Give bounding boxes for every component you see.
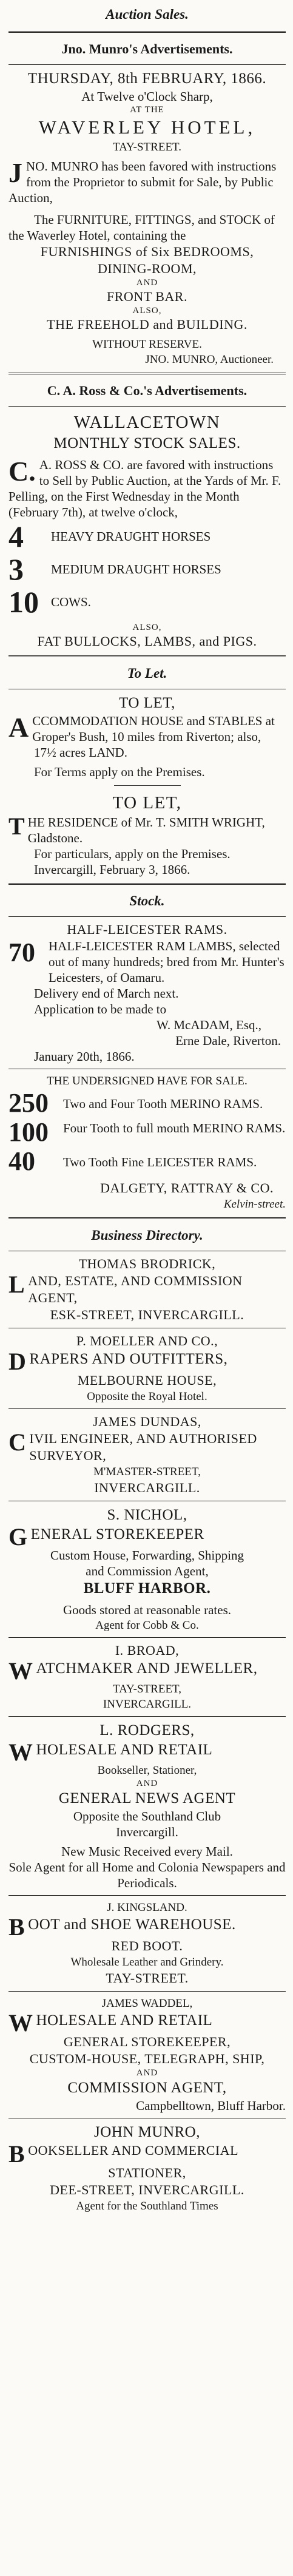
brodrick-name: THOMAS BRODRICK, [78, 1256, 216, 1271]
goods-stored: Goods stored at reasonable rates. [63, 1603, 231, 1617]
rodgers-bookseller: Bookseller, Stationer, [97, 1764, 197, 1777]
wallacetown-stock-sales-ad [8, 411, 286, 650]
half-leicester-rams-ad [8, 921, 286, 1064]
rodgers-town: Invercargill. [116, 1825, 178, 1839]
and-label: AND [136, 1779, 158, 1788]
moeller-occupation: RAPERS AND OUTFITTERS, [29, 1351, 228, 1367]
kingsland-name: J. KINGSLAND. [107, 1901, 187, 1914]
waddel-listing [8, 1996, 286, 2114]
lot-description: Two and Four Tooth MERINO RAMS. [63, 1097, 263, 1111]
drop-cap: A [8, 712, 29, 743]
lot-quantity: 10 [8, 585, 39, 619]
sale-date: THURSDAY, 8th FEBRUARY, 1866. [27, 70, 267, 87]
divider [8, 1991, 286, 1992]
sole-agent: Sole Agent for all Home and Colonia Newspapers and Periodicals. [8, 1860, 286, 1890]
freehold-line: THE FREEHOLD and BUILDING. [47, 317, 248, 332]
lot-quantity: 250 [8, 1088, 49, 1118]
broad-street: TAY-STREET, [112, 1683, 181, 1695]
lot-quantity: 3 [8, 552, 24, 586]
ross-instructions-text: A. ROSS & CO. are favored with instructions to Sell by Public Auction, at the Yards of Mr. F. Pelling, on the First Wednesday in the Month (February 7th), at twelve o'clock, [8, 458, 281, 519]
wallacetown-heading: WALLACETOWN [73, 413, 221, 432]
lot-description: COWS. [51, 595, 91, 609]
rams-date: January 20th, 1866. [34, 1049, 135, 1064]
john-munro-street: DEE-STREET, INVERCARGILL. [50, 2182, 244, 2197]
land-acres: 17½ acres LAND. [34, 745, 127, 760]
waddel-campbelltown: Campbelltown, Bluff Harbor. [136, 2098, 286, 2113]
rodgers-listing [8, 1721, 286, 1891]
lot-row [8, 586, 286, 618]
drop-cap: D [8, 1348, 27, 1375]
waddel-custom-house: CUSTOM-HOUSE, TELEGRAPH, SHIP, [29, 2051, 265, 2066]
dalgety-signature: DALGETY, RATTRAY & CO. [100, 1180, 274, 1195]
divider [8, 1716, 286, 1717]
terms-line: For Terms apply on the Premises. [34, 765, 205, 779]
mcadam-name: W. McADAM, Esq., [156, 1018, 261, 1032]
nichol-commission: and Commission Agent, [86, 1564, 209, 1578]
waddel-name: JAMES WADDEL, [101, 1997, 193, 2010]
drop-cap: B [8, 2140, 25, 2168]
drop-cap: C [8, 1428, 27, 1456]
new-music: New Music Received every Mail. [61, 1844, 233, 1859]
drop-cap: W [8, 1657, 33, 1685]
divider [8, 655, 286, 657]
divider [8, 64, 286, 65]
at-the-label: AT THE [130, 105, 164, 115]
section-title-stock: Stock. [129, 893, 165, 908]
moeller-opposite: Opposite the Royal Hotel. [87, 1390, 207, 1403]
drop-cap: T [8, 813, 25, 840]
dundas-name: JAMES DUNDAS, [93, 1414, 201, 1429]
drop-cap: C. [8, 456, 36, 487]
lot-row [8, 1147, 286, 1176]
brodrick-listing [8, 1256, 286, 1323]
drop-cap: W [8, 1739, 33, 1766]
broad-occupation: ATCHMAKER AND JEWELLER, [36, 1660, 258, 1677]
nichol-name: S. NICHOL, [107, 1507, 187, 1523]
divider [8, 31, 286, 33]
divider [8, 883, 286, 885]
broad-name: I. BROAD, [115, 1643, 180, 1658]
divider [8, 916, 286, 917]
general-news-agent: GENERAL NEWS AGENT [58, 1790, 236, 1807]
divider [8, 1895, 286, 1896]
lot-description: Two Tooth Fine LEICESTER RAMS. [63, 1155, 257, 1169]
and-label: AND [136, 278, 158, 288]
kingsland-street: TAY-STREET. [106, 1970, 189, 1986]
also-label: ALSO, [132, 623, 162, 632]
nichol-occupation: ENERAL STOREKEEPER [30, 1526, 204, 1543]
lot-row [8, 520, 286, 553]
red-boot: RED BOOT. [111, 1938, 183, 1953]
residence-date: Invercargill, February 3, 1866. [34, 862, 190, 877]
to-let-heading: TO LET, [112, 793, 182, 813]
auctioneer-signature: JNO. MUNRO, Auctioneer. [145, 353, 274, 366]
fat-bullocks-line: FAT BULLOCKS, LAMBS, and PIGS. [37, 634, 257, 649]
hotel-name: WAVERLEY HOTEL, [38, 117, 256, 138]
lot-quantity: 100 [8, 1117, 49, 1147]
and-label: AND [136, 2068, 158, 2078]
nichol-services: Custom House, Forwarding, Shipping [50, 1548, 244, 1563]
bluff-harbor: BLUFF HARBOR. [83, 1580, 211, 1597]
accommodation-house-ad [8, 694, 286, 780]
kingsland-occupation: OOT and SHOE WAREHOUSE. [28, 1916, 236, 1933]
monthly-stock-sales-heading: MONTHLY STOCK SALES. [53, 435, 241, 451]
dining-room-line: DINING-ROOM, [97, 261, 197, 276]
hotel-street: TAY-STREET. [112, 141, 181, 154]
dundas-occupation: IVIL ENGINEER, AND AUTHORISED SURVEYOR, [29, 1431, 257, 1463]
without-reserve: WITHOUT RESERVE. [92, 338, 202, 351]
lot-quantity: 40 [8, 1146, 35, 1176]
drop-cap: W [8, 2009, 33, 2037]
also-label: ALSO, [132, 306, 162, 316]
delivery-line: Delivery end of March next. [34, 986, 179, 1001]
erne-dale-address: Erne Dale, Riverton. [175, 1033, 281, 1048]
rams-heading: HALF-LEICESTER RAMS. [67, 922, 227, 937]
broad-listing [8, 1642, 286, 1712]
lot-row [8, 1118, 286, 1147]
lot-description: HALF-LEICESTER RAM LAMBS, selected out of many hundreds; bred from Mr. Hunter's Leicesters, of Oamaru. [49, 939, 285, 985]
front-bar-line: FRONT BAR. [107, 289, 187, 304]
moeller-listing [8, 1333, 286, 1404]
dalgety-sale-ad [8, 1073, 286, 1212]
john-munro-name: JOHN MUNRO, [94, 2124, 200, 2140]
sale-time: At Twelve o'Clock Sharp, [81, 89, 213, 104]
divider [8, 373, 286, 374]
furniture-text: The FURNITURE, FITTINGS, and STOCK of the Waverley Hotel, containing the [8, 212, 275, 243]
rodgers-occupation: HOLESALE AND RETAIL [36, 1742, 213, 1758]
lot-quantity: 70 [8, 938, 35, 967]
lot-quantity: 4 [8, 519, 24, 553]
nichol-listing [8, 1506, 286, 1633]
divider [8, 1408, 286, 1409]
ross-advertisements-header: C. A. Ross & Co.'s Advertisements. [47, 383, 248, 398]
munro-advertisements-header: Jno. Munro's Advertisements. [61, 41, 233, 56]
melbourne-house: MELBOURNE HOUSE, [77, 1373, 217, 1388]
rodgers-opposite: Opposite the Southland Club [73, 1809, 221, 1824]
section-title-to-let: To Let. [127, 666, 167, 681]
kingsland-wholesale: Wholesale Leather and Grindery. [70, 1956, 224, 1969]
dundas-street: M'MASTER-STREET, [93, 1465, 201, 1478]
rodgers-name: L. RODGERS, [99, 1722, 195, 1739]
drop-cap: B [8, 1913, 25, 1941]
undersigned-heading: THE UNDERSIGNED HAVE FOR SALE. [47, 1075, 248, 1087]
kelvin-street: Kelvin-street. [223, 1198, 286, 1211]
lot-description: HEAVY DRAUGHT HORSES [51, 529, 211, 544]
divider [8, 1637, 286, 1638]
lot-row [8, 553, 286, 586]
drop-cap: J [8, 157, 22, 188]
john-munro-listing [8, 2123, 286, 2214]
section-title-auction-sales: Auction Sales. [106, 7, 189, 22]
waddel-commission: COMMISSION AGENT, [67, 2080, 227, 2096]
brodrick-address: ESK-STREET, INVERCARGILL. [50, 1307, 244, 1322]
accommodation-text: CCOMMODATION HOUSE and STABLES at Groper's Bush, 10 miles from Riverton; also, [32, 714, 275, 744]
john-munro-agent: Agent for the Southland Times [76, 2200, 218, 2213]
to-let-heading: TO LET, [119, 695, 175, 711]
application-line: Application to be made to [34, 1002, 167, 1016]
kingsland-listing [8, 1900, 286, 1987]
cobb-agent: Agent for Cobb & Co. [95, 1619, 199, 1632]
drop-cap: G [8, 1523, 28, 1550]
john-munro-stationer: STATIONER, [108, 2165, 186, 2180]
divider [8, 406, 286, 407]
furnishings-line: FURNISHINGS of Six BEDROOMS, [40, 244, 254, 259]
dundas-town: INVERCARGILL. [94, 1480, 200, 1495]
particulars-line: For particulars, apply on the Premises. [34, 847, 231, 861]
lot-description: MEDIUM DRAUGHT HORSES [51, 562, 221, 576]
waverley-hotel-ad [8, 69, 286, 367]
broad-town: INVERCARGILL. [103, 1698, 192, 1711]
lot-description: Four Tooth to full mouth MERINO RAMS. [63, 1121, 286, 1135]
residence-ad [8, 791, 286, 877]
waddel-storekeeper: GENERAL STOREKEEPER, [63, 2034, 231, 2049]
drop-cap: L [8, 1271, 25, 1298]
brodrick-occupation: AND, ESTATE, AND COMMISSION AGENT, [28, 1273, 243, 1305]
lot-row [8, 1089, 286, 1118]
divider [8, 1217, 286, 1219]
residence-text: HE RESIDENCE of Mr. T. SMITH WRIGHT, Gladstone. [27, 815, 265, 845]
moeller-name: P. MOELLER AND CO., [76, 1333, 218, 1348]
short-divider [114, 785, 181, 786]
john-munro-occupation: OOKSELLER AND COMMERCIAL [28, 2143, 239, 2158]
dundas-listing [8, 1413, 286, 1496]
section-title-business-directory: Business Directory. [91, 1228, 203, 1243]
rams-lot [8, 938, 286, 985]
instructions-text: NO. MUNRO has been favored with instructions from the Proprietor to submit for Sale, by Public Auction, [8, 159, 277, 205]
waddel-occupation: HOLESALE AND RETAIL [36, 2012, 213, 2029]
